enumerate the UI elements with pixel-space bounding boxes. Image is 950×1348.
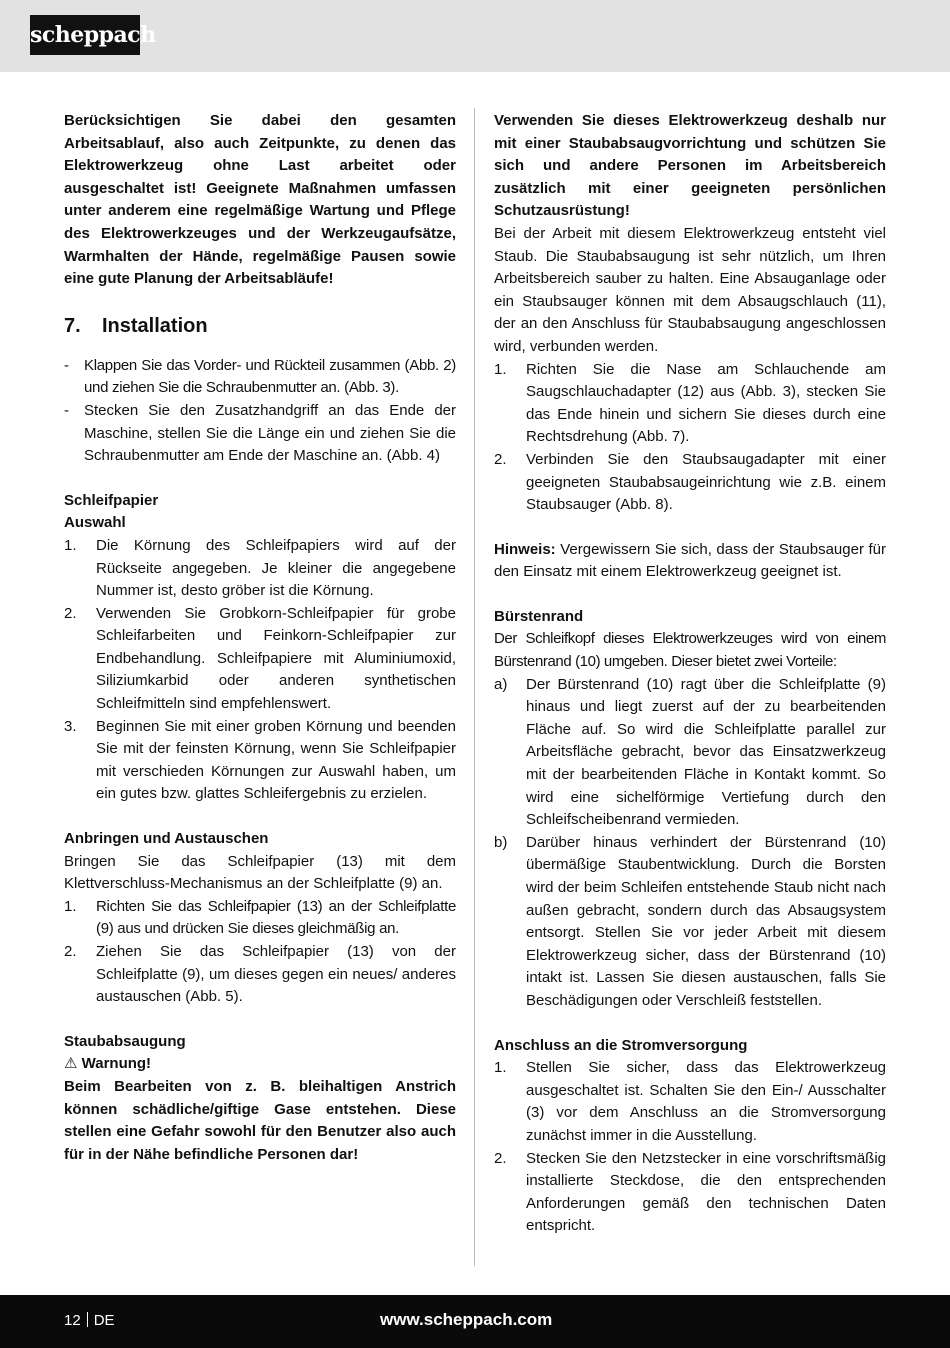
page-header	[0, 0, 950, 72]
list-item: 2. Ziehen Sie das Schleifpapier (13) von der Schleifplatte (9), um dieses gegen ein neues/ anderes austauschen (Abb. 5).	[64, 943, 456, 1006]
warning-label: Warnung!	[81, 1055, 152, 1073]
page-footer	[0, 1295, 950, 1348]
bold-intro: Verwenden Sie dieses Elektrowerkzeug deshalb nur mit einer Staubabsaugvorrichtung und schützen Sie sich und andere Personen im Arbeitsbereich zusätzlich mit einer geeigneten persönlichen Schutzausrüstung!	[494, 112, 886, 220]
list-item: 1. Richten Sie die Nase am Schlauchende am Saugschlauchadapter (12) aus (Abb. 3), stecken Sie das Ende hinein und sichern Sie dieses durch eine Rechtsdrehung (Abb. 7).	[494, 360, 886, 446]
section-heading	[64, 313, 456, 339]
warning-icon: ⚠	[64, 1055, 78, 1073]
list-item: 2. Stecken Sie den Netzstecker in eine vorschriftsmäßig installierte Steckdose, die den entsprechenden Anforderungen gemäß den technischen Daten entspricht.	[494, 1149, 886, 1235]
right-column	[494, 110, 886, 1238]
list-item: 1. Richten Sie das Schleifpapier (13) an der Schleifplatte (9) aus und drücken Sie dieses gleichmäßig an.	[64, 897, 456, 938]
warning-line	[64, 1053, 456, 1076]
hinweis-text: Vergewissern Sie sich, dass der Staubsauger für den Einsatz mit einem Elektrowerkzeug geeignet ist.	[494, 540, 886, 581]
website-url: www.scheppach.com	[380, 1310, 553, 1329]
list-item: a) Der Bürstenrand (10) ragt über die Schleifplatte (9) hinaus und liegt zuerst auf der zu bearbeitenden Fläche auf. So wird die Schleifplatte parallel zur Arbeitsfläche gebracht, bevor das Einsatzwerkzeug mit der bearbeitenden Fläche in Kontakt kommt. So wird eine sichelförmige Vertiefung durch den Schleifscheibenrand vermieden.	[494, 675, 886, 829]
buerstenrand-intro: Der Schleifkopf dieses Elektrowerkzeuges wird von einem Bürstenrand (10) umgeben. Dieser bietet zwei Vorteile:	[494, 630, 886, 671]
column-divider	[474, 108, 475, 1266]
footer-separator	[87, 1312, 88, 1327]
auswahl-list	[64, 535, 456, 806]
anbringen-intro: Bringen Sie das Schleifpapier (13) mit dem Klettverschluss-Mechanismus an der Schleifplatte (9) an.	[64, 852, 456, 893]
install-list	[64, 355, 456, 468]
anbringen-heading: Anbringen und Austauschen	[64, 830, 269, 848]
list-item: 2. Verwenden Sie Grobkorn-Schleifpapier für grobe Schleifarbeiten und Feinkorn-Schleifpapier zur Endbehandlung. Schleifpapiere mit Aluminiumoxid, Siliziumkarbid oder anderen synthetischen Schleifmitteln sind empfehlenswert.	[64, 604, 456, 713]
list-item: - Stecken Sie den Zusatzhandgriff an das Ende der Maschine, stellen Sie die Länge ein und ziehen Sie die Schraubenmutter am Ende der Maschine an. (Abb. 4)	[64, 401, 456, 465]
list-item: 1. Stellen Sie sicher, dass das Elektrowerkzeug ausgeschaltet ist. Schalten Sie den Ein-/ Ausschalter (3) vor dem Anschluss an die Stromversorgung zunächst immer in die Ausstellung.	[494, 1059, 886, 1144]
anbringen-list	[64, 896, 456, 1009]
hinweis-label: Hinweis:	[494, 540, 556, 558]
section-number: 7.	[64, 314, 81, 337]
scheppach-logo: scheppach	[30, 15, 140, 55]
warning-text: Beim Bearbeiten von z. B. bleihaltigen Anstrich können schädliche/giftige Gase entstehen. Diese stellen eine Gefahr sowohl für den Benutzer also auch für in der Nähe befindliche Personen dar!	[64, 1077, 456, 1163]
buerstenrand-heading: Bürstenrand	[494, 607, 584, 625]
buerstenrand-list	[494, 674, 886, 1013]
strom-list	[494, 1057, 886, 1238]
list-item: 1. Die Körnung des Schleifpapiers wird auf der Rückseite angegeben. Je kleiner die angegebene Nummer ist, desto gröber ist die Körnung.	[64, 536, 456, 600]
list-item: 3. Beginnen Sie mit einer groben Körnung und beenden Sie mit der feinsten Körnung, wenn Sie Schleifpapier mit verschieden Körnungen zur Auswahl haben, um ein gutes bzw. glattes Schleifergebnis zu erzielen.	[64, 717, 456, 803]
section-title: Installation	[102, 314, 208, 337]
left-column	[64, 110, 456, 1166]
intro-paragraph: Berücksichtigen Sie dabei den gesamten Arbeitsablauf, also auch Zeitpunkte, zu denen das Elektrowerkzeug ohne Last arbeitet oder ausgeschaltet ist! Geeignete Maßnahmen umfassen unter anderem eine regelmäßige Wartung und Pflege des Elektrowerkzeuges und der Werkzeugaufsätze, Warmhalten der Hände, regelmäßige Pausen sowie eine gute Planung der Arbeitsabläufe!	[64, 112, 456, 288]
list-item: b) Darüber hinaus verhindert der Bürstenrand (10) übermäßige Staubentwicklung. Durch die Borsten wird der beim Schleifen entstehende Staub nicht nach außen gebracht, sondern durch das Absaugsystem entsorgt. Stellen Sie vor jeder Arbeit mit diesem Elektrowerkzeug sicher, dass der Bürstenrand (10) intakt ist. Lassen Sie diesen austauschen, falls Sie Beschädigungen oder Verschleiß feststellen.	[494, 833, 886, 1009]
staub-text: Bei der Arbeit mit diesem Elektrowerkzeug entsteht viel Staub. Die Staubabsaugung ist sehr nützlich, um Ihren Arbeitsbereich sauber zu halten. Eine Absauganlage oder ein Staubsauger können mit dem Absaugschlauch (11), der an den Anschluss für Staubabsaugung angeschlossen wird, verbunden werden.	[494, 224, 886, 355]
language-code: DE	[93, 1312, 115, 1329]
staub-list	[494, 359, 886, 517]
page-number: 12 DE	[64, 1312, 115, 1329]
stromversorgung-heading: Anschluss an die Stromversorgung	[494, 1036, 748, 1054]
hinweis-paragraph	[494, 539, 886, 584]
list-item: - Klappen Sie das Vorder- und Rückteil zusammen (Abb. 2) und ziehen Sie die Schraubenmutter an. (Abb. 3).	[64, 356, 456, 397]
staubabsaugung-heading: Staubabsaugung	[64, 1032, 186, 1050]
auswahl-heading: Auswahl	[64, 514, 126, 532]
schleifpapier-heading: Schleifpapier	[64, 491, 159, 509]
list-item: 2. Verbinden Sie den Staubsaugadapter mit einer geeigneten Staubabsaugeinrichtung wie z.B. einem Staubsauger (Abb. 8).	[494, 450, 886, 514]
